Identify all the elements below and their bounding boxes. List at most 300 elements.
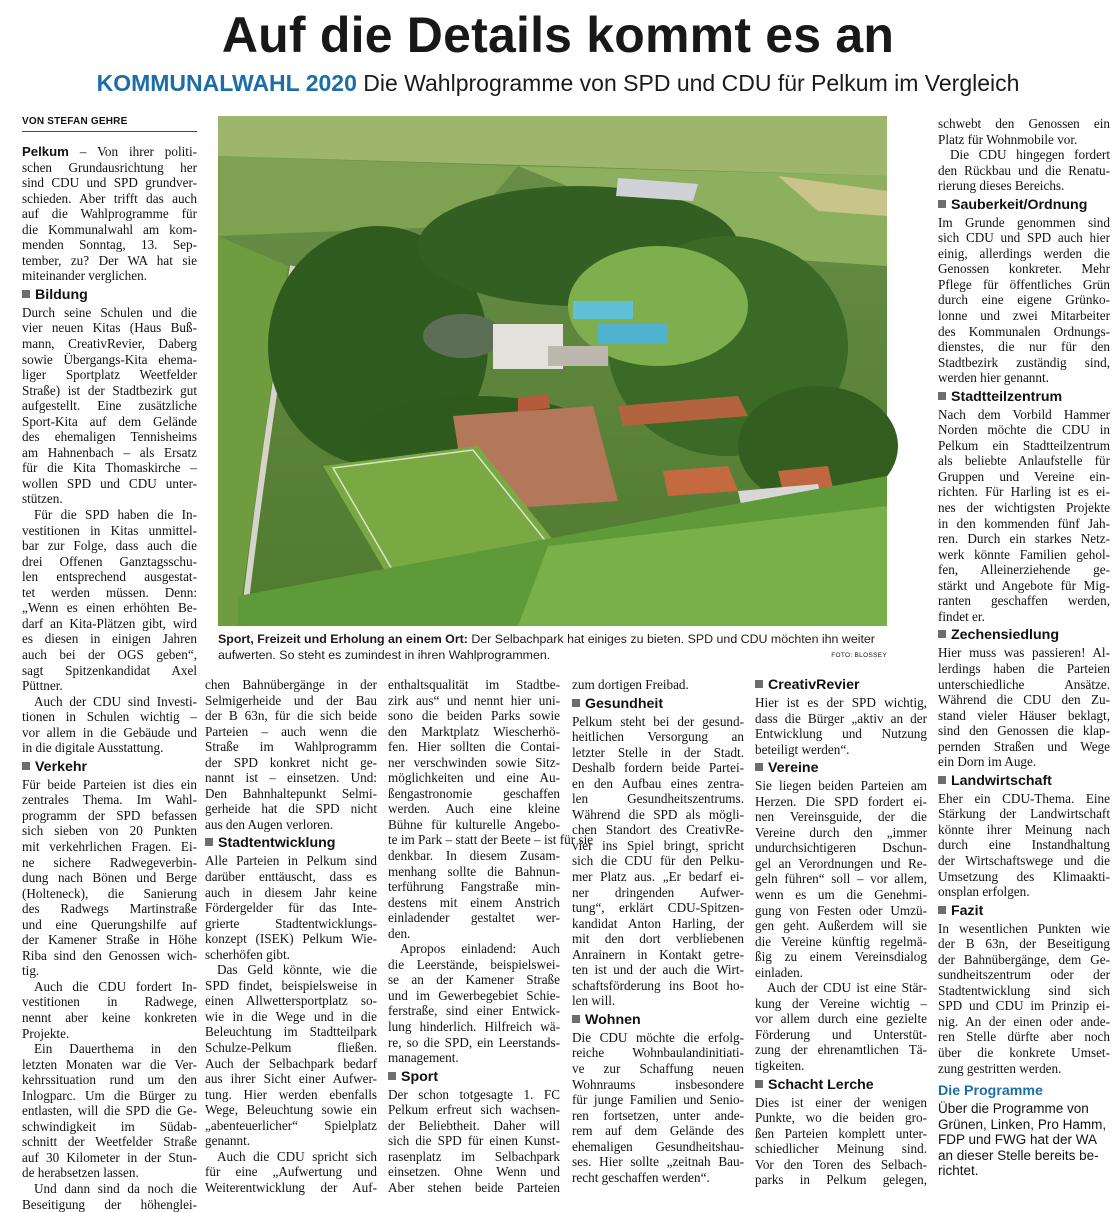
section-heading (22, 286, 197, 305)
text-line: Genossen konkreter. Mehr (938, 261, 1110, 277)
heading-square-icon (755, 680, 763, 688)
caption-text: Der Selbachpark hat einiges zu bieten. SPD und CDU möchten ihn weiter aufwerten. So steht es zumindest in ihren Wahlprogrammen. (218, 632, 875, 662)
text-line: rem auf dem Gelände des (572, 1123, 744, 1139)
text-line: am Hahnenbach – als Ersatz (22, 444, 197, 460)
text-line: sowie Übergangs-Kita ehema- (22, 351, 197, 367)
text-line: auf 30 Kilometer in der Stun- (22, 1149, 197, 1165)
text-line: Püttner. (22, 678, 63, 694)
text-line: fen. Hier sollten die Contai- (388, 739, 560, 755)
text-line: schen Grundausrichtung her (22, 159, 197, 175)
heading-square-icon (755, 763, 763, 771)
text-line: schieden. Aber trifft das auch (22, 190, 197, 206)
text-line: Beleuchtung im Stadtteilpark (205, 1024, 377, 1040)
text-line: sagt Spitzenkandidat Axel (22, 662, 197, 678)
text-line: reiche Wohnbaulandinitiati- (572, 1045, 744, 1061)
text-line: len Gesundheitszentrums. (572, 791, 744, 807)
text-line: Gruppen und Vereine ein- (938, 468, 1110, 484)
text-line: einladender gestaltet wer- (388, 910, 560, 926)
text-line: Für beide Parteien ist dies ein (22, 776, 197, 792)
photo-credit: FOTO: BLOSSEY (831, 652, 887, 659)
text-line: Norden möchte die CDU in (938, 422, 1110, 438)
text-line: einladen. (755, 964, 803, 980)
text-line: ehemaligen Gesundheitshau- (572, 1138, 744, 1154)
text-line: zentrales Thema. Im Wahl- (22, 792, 197, 808)
text-line: Auch die CDU fordert In- (34, 978, 197, 994)
section-heading (938, 388, 1110, 407)
text-line: Nach dem Vorbild Hammer (938, 406, 1110, 422)
text-line: den Rückbau und die Renatu- (938, 162, 1110, 178)
text-line: sich sieben von 20 Punkten (22, 823, 197, 839)
article-column-5 (755, 674, 927, 1188)
text-line: rasenplatz im Selbachpark (388, 1148, 560, 1164)
text-line: nannt ist – einsetzen. Und: (205, 770, 377, 786)
text-line: sich die SPD für einen Kunst- (388, 1133, 560, 1149)
text-line: destens mit einem Anstrich (388, 894, 560, 910)
section-heading (388, 1068, 560, 1087)
text-line: Eher ein CDU-Thema. Eine (938, 790, 1110, 806)
section-heading-text: Landwirtschaft (951, 772, 1052, 789)
text-line: werk könnte Familien gehol- (938, 546, 1110, 562)
text-line: zum dortigen Freibad. (572, 677, 689, 692)
text-line: Schulze-Pelkum fließen. (205, 1040, 377, 1056)
text-line: durch eine Instandhaltung (938, 837, 1110, 853)
text-line: aus den Augen verloren. (205, 816, 334, 832)
text-line: Auch der CDU ist eine Stär- (767, 980, 927, 996)
text-line: tet werden müssen. Denn: (22, 584, 197, 600)
text-line: des Kommunalen Ordnungs- (938, 323, 1110, 339)
text-line: die Leerstände, beispielswei- (388, 956, 560, 972)
section-heading (755, 1076, 927, 1095)
text-line: Den Bahnhaltepunkt Selmi- (205, 785, 377, 801)
text-line: schiedlicher Meinung sind. (755, 1141, 927, 1157)
text-line: Vor den Toren des Selbach- (755, 1156, 927, 1172)
text-line: SPD findet, beispielsweise in (205, 977, 377, 993)
text-line: auch bei der OGS geben“, (22, 646, 197, 662)
heading-square-icon (938, 392, 946, 400)
section-heading (938, 196, 1110, 215)
text-line: „Wenn es einen erhöhten Be- (22, 600, 197, 616)
text-line: vestitionen in Kitas unmittel- (22, 522, 197, 538)
text-line: Pflege für öffentliches Grün (938, 276, 1110, 292)
text-line: gel an Verordnungen und Re- (755, 855, 927, 871)
text-line: schwebt den Genossen ein (938, 116, 1110, 131)
text-line: nennt aber keine konkreten (22, 1009, 197, 1025)
text-line: nen Vereinsguide, der die (755, 809, 927, 825)
text-line: möglichkeiten und eine Au- (388, 770, 560, 786)
text-line: schnitt der Weetfelder Straße (22, 1134, 197, 1150)
text-line: Stadtentwicklung sind sich (938, 982, 1110, 998)
text-line: zirk aus“ und nennt hier uni- (388, 692, 560, 708)
text-line: sono die beiden Parks sowie (388, 708, 560, 724)
text-line: len will. (572, 993, 616, 1009)
text-line: sich CDU und SPD auch hier (938, 230, 1110, 246)
section-heading (572, 695, 744, 714)
text-line: kung der Vereine wichtig – (755, 995, 927, 1011)
text-line: letzter Stelle in der Stadt. (572, 744, 744, 760)
text-line: lung hinderlich. Hilfreich wä- (388, 1019, 560, 1035)
text-line: Förderung und Unterstüt- (755, 1026, 927, 1042)
text-line: ner verschwinden sowie Sitz- (388, 754, 560, 770)
heading-square-icon (938, 906, 946, 914)
text-line: wollen SPD und CDU unter- (22, 475, 197, 491)
text-line: ferstraße, sind einer Entwick- (388, 1003, 560, 1019)
text-line: miteinander verglichen. (22, 268, 147, 284)
text-line: ranten geschaffen werden, (938, 593, 1110, 609)
text-line: der Beliebtheit. Daher will (388, 1117, 560, 1133)
text-line: könnte ihrer Meinung nach (938, 821, 1110, 837)
text-line: Weiterentwicklung der Auf- (205, 1179, 377, 1195)
section-heading-text: Bildung (35, 286, 88, 303)
text-line: Auch die CDU spricht sich (217, 1148, 377, 1164)
text-line: und eine Querungshilfe auf (22, 916, 197, 932)
text-line: sundheitszentrum oder der (938, 967, 1110, 983)
text-line: für die Kita Thomaskirche – (22, 460, 197, 476)
text-line: ßen Parteien komplett unter- (755, 1125, 927, 1141)
text-line: (Holteneck), die Sanierung (22, 885, 197, 901)
text-line: für junge Familien und Senio- (572, 1092, 744, 1108)
text-line: werden hier genannt. (938, 370, 1049, 386)
aerial-photo (218, 116, 887, 626)
text-line: gung von Festen oder Umzü- (755, 902, 927, 918)
text-line: management. (388, 1050, 459, 1066)
text-line: Platz für Wohnmobile vor. (938, 131, 1078, 147)
info-box-heading: Die Programme (938, 1083, 1043, 1100)
text-line: Pelkum ein Stadtteilzentrum (938, 437, 1110, 453)
section-heading-text: Verkehr (35, 758, 88, 775)
section-heading (572, 1011, 744, 1030)
text-line: SPD und CDU im Prinzip ei- (938, 998, 1110, 1014)
text-line: stützen. (22, 491, 63, 507)
heading-square-icon (205, 838, 213, 846)
text-line: aus ihrer Sicht einer Aufwer- (205, 1071, 377, 1087)
section-heading-text: Stadtentwicklung (218, 835, 336, 852)
text-line: scherhöfen gibt. (205, 946, 290, 962)
section-heading (205, 834, 377, 853)
text-line: der B 63n, der Beseitigung (938, 936, 1110, 952)
text-line: vier neuen Kitas (Haus Buß- (22, 320, 197, 336)
text-line: terführung Fangstraße min- (388, 879, 560, 895)
text-line: re, so die SPD, ein Leerstands- (388, 1034, 560, 1050)
photo-caption (218, 631, 887, 663)
text-line: der B 63n, für die sich beide (205, 708, 377, 724)
text-line: zung gestritten werden. (938, 1060, 1062, 1076)
text-line: richten. Für Harling ist es ei- (938, 484, 1110, 500)
text-line: einen Allwettersportplatz so- (205, 993, 377, 1009)
text-line: Im Grunde genommen sind (938, 214, 1110, 230)
text-line: genannt. (205, 1133, 251, 1149)
text-line: einig, allerdings werden die (938, 245, 1110, 261)
caption-lead: Sport, Freizeit und Erholung an einem Ort: (218, 632, 468, 646)
heading-square-icon (388, 1072, 396, 1080)
article-column-2 (205, 677, 377, 1196)
text-line: Während die CDU den Zu- (938, 692, 1110, 708)
section-heading-text: Gesundheit (585, 695, 664, 712)
section-heading (938, 626, 1110, 645)
subline (0, 68, 1116, 98)
text-line: wenn es um die Genehmi- (755, 887, 927, 903)
text-line: für eine „Aufwertung und (205, 1164, 377, 1180)
section-heading (755, 759, 927, 778)
text-line: durch eine eigene Grünko- (938, 292, 1110, 308)
text-line: die Vereine künftig regelmä- (755, 933, 927, 949)
text-line: chen Bahnübergänge in der (205, 677, 377, 692)
text-line: undurchsichtigeren Dschun- (755, 840, 927, 856)
text-line: Projekte. (22, 1025, 70, 1041)
text-line: Fördergelder für das Inte- (205, 900, 377, 916)
text-line: in den kommenden fünf Jah- (938, 515, 1110, 531)
text-line: ner dringenden Aufwer- (572, 884, 744, 900)
text-line: des ehemaligen Tennisheims (22, 429, 197, 445)
text-line: dass die Bürger „aktiv an der (755, 710, 927, 726)
text-line: ßig zu einem Vereinsdialog (755, 949, 927, 965)
section-heading-text: Zechensiedlung (951, 627, 1059, 644)
text-line: chen Standort des CreativRe- (572, 822, 744, 838)
text-line: Punkte, wo die beiden gro- (755, 1110, 927, 1126)
text-line: menhang sollte die Bahnun- (388, 863, 560, 879)
text-line: Alle Parteien in Pelkum sind (205, 853, 377, 869)
text-line: über die konkrete Umset- (938, 1044, 1110, 1060)
text-line: vier ins Spiel bringt, spricht (572, 837, 744, 853)
text-line: geln führen“ soll – vor allem, (755, 871, 927, 887)
text-line: Inlogparc. Um die Bürger zu (22, 1087, 197, 1103)
text-line: zung der ehrenamtlichen Tä- (755, 1042, 927, 1058)
text-line: sich die CDU für den Pelku- (572, 853, 744, 869)
text-line: des Radwegs Martinstraße (22, 901, 197, 917)
text-line: ne sichere Radwegeverbin- (22, 854, 197, 870)
text-line: darf an Kita-Plätzen gibt, wird (22, 615, 197, 631)
heading-square-icon (938, 200, 946, 208)
text-line: grierte Stadtentwicklungs- (205, 915, 377, 931)
text-line: rierung dieses Bereichs. (938, 178, 1065, 194)
section-heading (22, 758, 197, 777)
text-line: Wohnraums insbesondere (572, 1076, 744, 1092)
text-line: Wege, Beleuchtung sowie ein (205, 1102, 377, 1118)
text-line: vor allem in die Gebäude und (22, 724, 197, 740)
text-line: dienstes, die nur für den (938, 339, 1110, 355)
text-line: beteiligt werden“. (755, 741, 850, 757)
heading-square-icon (938, 630, 946, 638)
text-line: Pelkum steht bei der gesund- (572, 713, 744, 729)
section-heading-text: Fazit (951, 902, 984, 919)
text-line: ren fortsetzen, unter ande- (572, 1107, 744, 1123)
text-line: Stärkung der Landwirtschaft (938, 806, 1110, 822)
text-line: Über die Programme von (938, 1101, 1089, 1117)
text-line: stärkt und Angebote für Mig- (938, 577, 1110, 593)
text-line: tung. Hier werden ebenfalls (205, 1086, 377, 1102)
heading-square-icon (22, 762, 30, 770)
text-line: liger Sportplatz Weetfelder (22, 367, 197, 383)
text-line: konzept (ISEK) Pelkum Wie- (205, 931, 377, 947)
text-line: und im Gewerbegebiet Schie- (388, 987, 560, 1003)
text-line: Das Geld könnte, wie die (217, 962, 377, 978)
article-column-1 (22, 144, 197, 1212)
section-heading-text: CreativRevier (768, 677, 860, 693)
section-heading (938, 772, 1110, 791)
text-line: recht geschaffen werden“. (572, 1169, 710, 1185)
text-line: der SPD konkret nicht ge- (205, 754, 377, 770)
text-line: se an der Kamener Straße (388, 972, 560, 988)
text-line: ten ist und der auch die Wirt- (572, 962, 744, 978)
text-line: Herzen. Die SPD fordert ei- (755, 793, 927, 809)
text-line: Pelkum erfreut sich wachsen- (388, 1102, 560, 1118)
text-line: Ein Dauerthema in den (34, 1041, 197, 1057)
section-heading-text: Wohnen (585, 1011, 641, 1028)
text-line: enthaltsqualität im Stadtbe- (388, 677, 560, 692)
text-line: de herabsetzen lassen. (22, 1165, 139, 1181)
text-line: ses. Hier sollte „zeitnah Bau- (572, 1154, 744, 1170)
text-line: ren. Durch ein starkes Netz- (938, 531, 1110, 547)
text-line: aufgestellt. Eine zusätzliche (22, 398, 197, 414)
text-line: Parteien – auch wenn die (205, 723, 377, 739)
text-line: den. (388, 925, 411, 941)
text-line: bar zur Folge, dass auch die (22, 538, 197, 554)
text-line: Und dann sind da noch die (34, 1181, 197, 1196)
section-heading-text: Vereine (768, 760, 819, 777)
text-line: len entsprechend ausgestat- (22, 569, 197, 585)
heading-square-icon (572, 699, 580, 707)
text-line: ein Dorn im Auge. (938, 754, 1037, 770)
text-line: letzten Monaten war die Ver- (22, 1056, 197, 1072)
text-line: programm der SPD befassen (22, 807, 197, 823)
text-line: stand vieler Häuser beklagt, (938, 707, 1110, 723)
text-line: vestitionen in Radwege, (22, 994, 197, 1010)
text-line: dung nach Bönen und Berge (22, 870, 197, 886)
text-line: Vereine durch den „immer (755, 824, 927, 840)
text-line: tember, zu? Der WA hat sie (22, 252, 197, 268)
text-line: Umsetzung des Klimaakti- (938, 868, 1110, 884)
text-line: pernden Straßen und Wege (938, 738, 1110, 754)
text-line: den Marktplatz Wiescherhö- (388, 723, 560, 739)
text-line: der Bahnübergänge, dem Ge- (938, 951, 1110, 967)
text-line: richtet. (938, 1163, 979, 1179)
subline-text: Die Wahlprogramme von SPD und CDU für Pelkum im Vergleich (363, 70, 1020, 96)
text-line: parks in Pelkum gelegen, (755, 1172, 927, 1188)
text-line: en den Aufbau eines zentra- (572, 775, 744, 791)
text-line: denkbar. In diesem Zusam- (388, 848, 560, 864)
text-line: Beseitigung der höhenglei- (22, 1196, 197, 1212)
text-line: Die CDU möchte die erfolg- (572, 1029, 744, 1045)
section-heading-text: Sauberkeit/Ordnung (951, 196, 1088, 213)
text-line: Straße im Wahlprogramm (205, 739, 377, 755)
text-line: Für die SPD haben die In- (34, 507, 197, 523)
text-line: menden Sonntag, 13. Sep- (22, 237, 197, 253)
text-line: drei Offenen Ganztagsschu- (22, 553, 197, 569)
text-line: tung“, erklärt CDU-Spitzen- (572, 900, 744, 916)
heading-square-icon (572, 1015, 580, 1023)
text-line: onsplan erfolgen. (938, 884, 1030, 900)
text-line: es diesen in einigen Jahren (22, 631, 197, 647)
text-line: Dies ist einer der wenigen (755, 1094, 927, 1110)
text-line: gerheide hat die SPD nicht (205, 801, 377, 817)
text-line: lerdings haben die Parteien (938, 660, 1110, 676)
article-column-6 (938, 116, 1110, 1179)
text-line: Die CDU hingegen fordert (950, 147, 1110, 163)
text-line: tigkeiten. (755, 1058, 805, 1074)
section-heading-text: Schacht Lerche (768, 1076, 874, 1093)
text-line: Pelkum – Von ihrer politi- (22, 144, 197, 159)
text-line: „abenteuerlicher“ Spielplatz (205, 1117, 377, 1133)
text-line: kandidat Anton Harling, der (572, 915, 744, 931)
text-line: werden. Auch eine kleine (388, 801, 560, 817)
text-line: Anrainern in Kontakt getre- (572, 946, 744, 962)
section-heading (755, 676, 927, 695)
text-line: als beliebte Anlaufstelle für (938, 453, 1110, 469)
text-line: ren Stelle dürfte aber noch (938, 1029, 1110, 1045)
text-line: Bühne für kulturelle Angebo- (388, 816, 560, 832)
text-line: FDP und FWG hat der WA (938, 1132, 1098, 1148)
text-line: lonne und zwei Mitarbeiter (938, 308, 1110, 324)
text-line: Aber stehen beide Parteien (388, 1179, 560, 1195)
heading-square-icon (22, 290, 30, 298)
section-heading-text: Stadtteilzentrum (951, 388, 1063, 405)
text-line: Auch der CDU sind Investi- (34, 693, 197, 709)
text-line: schaftsförderung ins Boot ho- (572, 977, 744, 993)
text-line: mann, CreativRevier, Daberg (22, 336, 197, 352)
text-line: tig. (22, 963, 40, 979)
heading-square-icon (755, 1080, 763, 1088)
text-line: unterschiedliche Ansätze. (938, 676, 1110, 692)
section-heading (938, 902, 1110, 921)
text-line: mit den dort verbliebenen (572, 931, 744, 947)
subline-kicker: KOMMUNALWAHL 2020 (96, 70, 357, 96)
text-line: in die digitale Ausstattung. (22, 740, 164, 756)
article-column-4 (572, 677, 744, 1185)
text-line: nes der wichtigsten Projekte (938, 500, 1110, 516)
text-line: Durch seine Schulen und die (22, 304, 197, 320)
text-line: Selmigerheide und der Bau (205, 692, 377, 708)
text-line: Auch der Selbachpark bedarf (205, 1055, 377, 1071)
text-line: sind den Genossen die klap- (938, 723, 1110, 739)
headline: Auf die Details kommt es an (221, 7, 895, 63)
text-line: Stadtbezirk zuständig sind, (938, 354, 1110, 370)
text-line: Hier ist es der SPD wichtig, (755, 695, 927, 710)
text-line: sind CDU und SPD grundver- (22, 175, 197, 191)
text-line: auch in diesem Jahr keine (205, 884, 377, 900)
text-line: Grünen, Linken, Pro Hamm, (938, 1116, 1107, 1132)
byline: VON STEFAN GEHRE (22, 116, 197, 132)
text-line: wie in die Wege und in die (205, 1008, 377, 1024)
text-line: ßengastronomie geschaffen (388, 785, 560, 801)
text-line: Der schon totgesagte 1. FC (388, 1086, 560, 1102)
text-line: heitlichen Versorgung an (572, 729, 744, 745)
text-line: schwindigkeit im Südab- (22, 1118, 197, 1134)
text-line: nig. An der einen oder ande- (938, 1013, 1110, 1029)
text-line: der Kamener Straße in Höhe (22, 932, 197, 948)
text-line: an dieser Stelle bereits be- (938, 1147, 1099, 1163)
text-line: Apropos einladend: Auch (400, 941, 560, 957)
text-line: Sport-Kita auf dem Gelände (22, 413, 197, 429)
section-heading-text: Sport (401, 1068, 439, 1085)
text-line: einsetzen. Ohne Wenn und (388, 1164, 560, 1180)
text-line: auf die Wahlprogramme für (22, 206, 197, 222)
text-line: Deshalb fordern beide Partei- (572, 760, 744, 776)
text-line: mer Platz aus. „Er bedarf ei- (572, 869, 744, 885)
text-line: Straße) ist der Stadtbezirk gut (22, 382, 197, 398)
text-line: kehrssituation rund um den (22, 1072, 197, 1088)
text-line: gen geht. Außerdem will sie (755, 918, 927, 934)
text-line: fen, Alleinerziehende ge- (938, 562, 1110, 578)
text-line: darüber enttäuscht, dass es (205, 869, 377, 885)
text-line: die Kommunalwahl am kom- (22, 221, 197, 237)
text-line: te im Park – statt der Beete – ist für sie (388, 832, 594, 848)
text-line: tionen in Schulen wichtig – (22, 709, 197, 725)
text-line: Sie liegen beiden Parteien am (755, 778, 927, 794)
text-line: vor allem durch eine gezielte (755, 1011, 927, 1027)
text-line: entlasten, will die SPD die Ge- (22, 1103, 197, 1119)
heading-square-icon (938, 776, 946, 784)
text-line: Riba sind den Genossen wich- (22, 947, 197, 963)
text-line: der Wirtschaftswege und die (938, 852, 1110, 868)
